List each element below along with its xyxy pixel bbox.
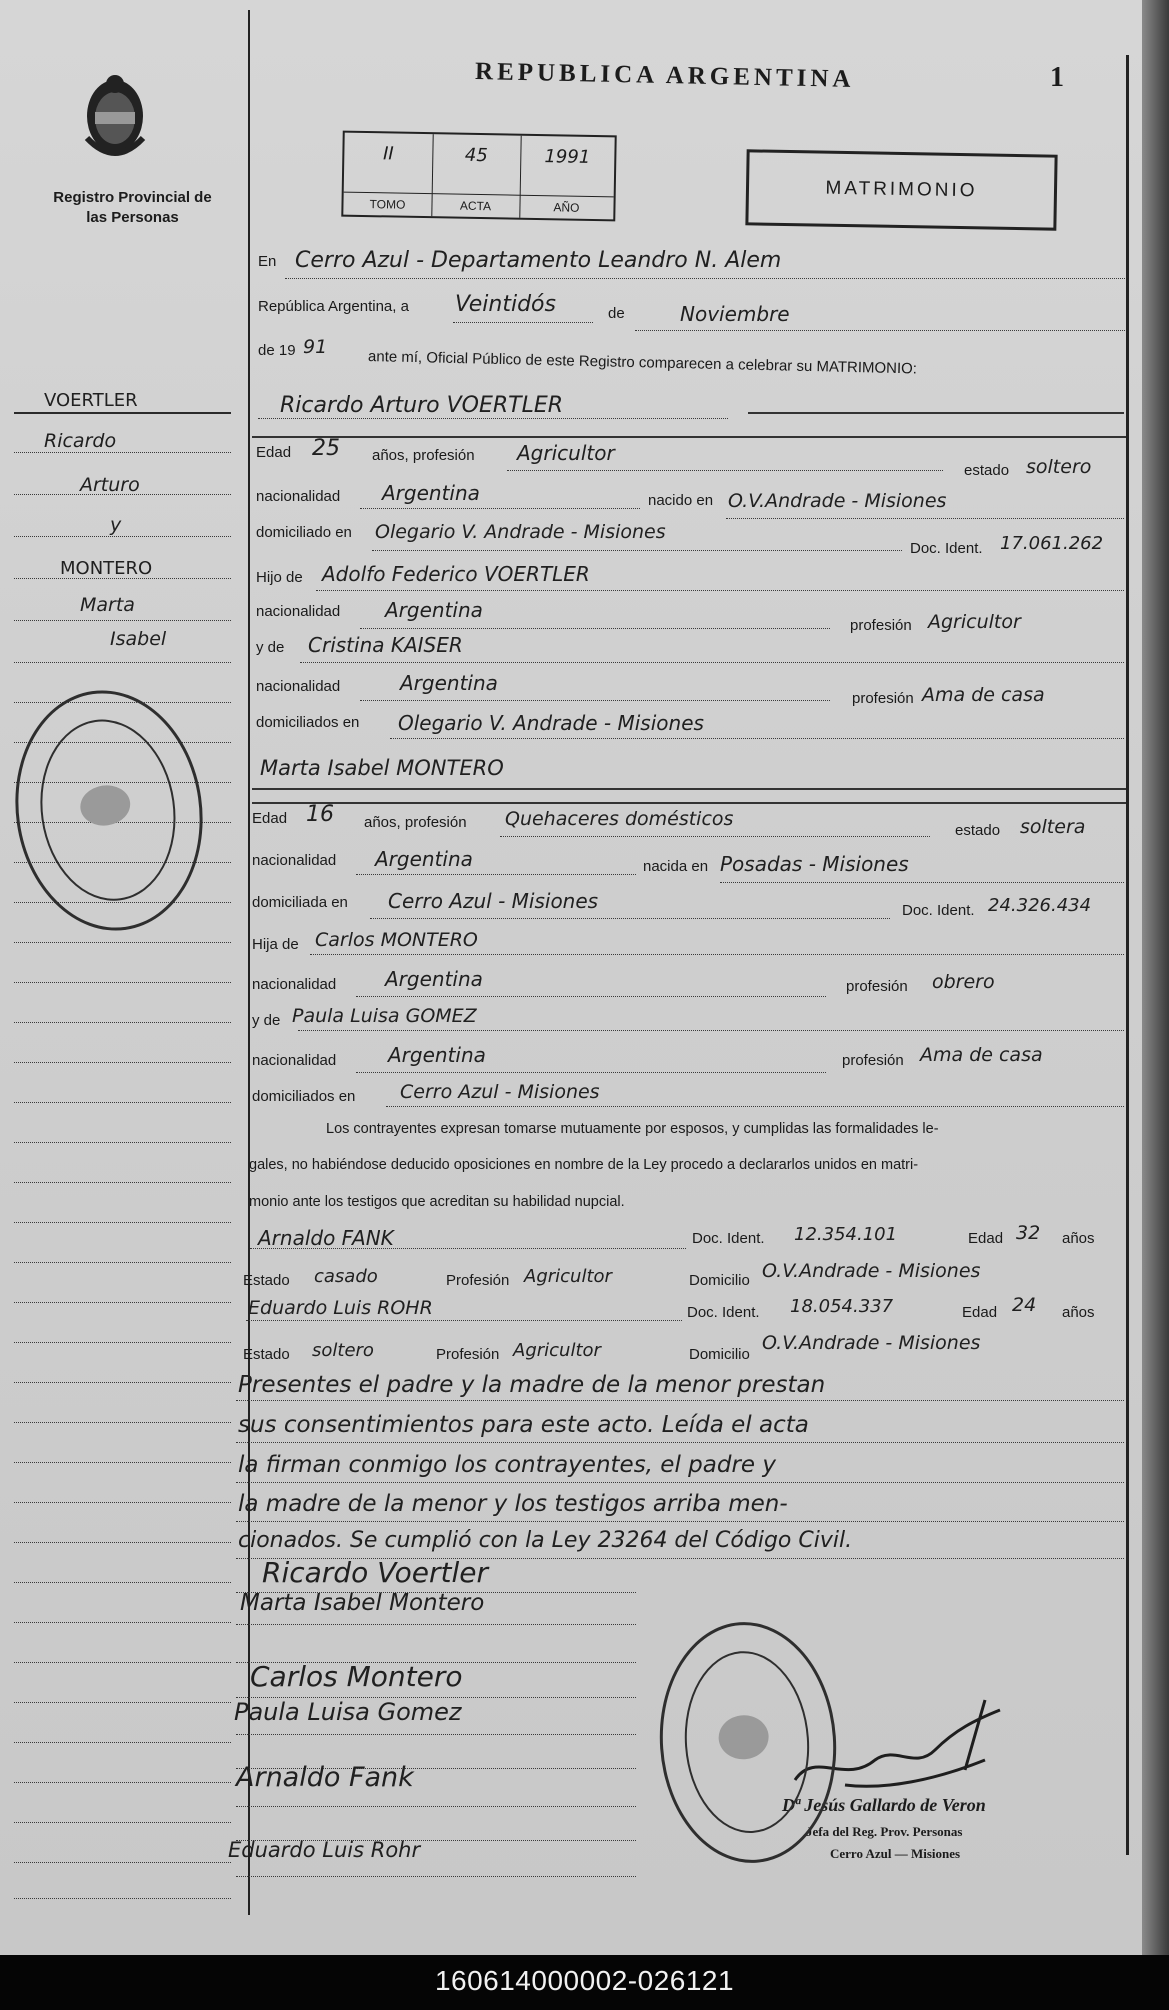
bride-nationality: Argentina bbox=[375, 847, 473, 871]
signature-bride-father: Carlos Montero bbox=[250, 1660, 463, 1693]
bride-profession-line bbox=[500, 836, 930, 837]
declaration-line-3: monio ante los testigos que acreditan su habilidad nupcial. bbox=[249, 1194, 625, 1210]
bride-father-prof-label: profesión bbox=[846, 978, 908, 995]
tomo-value: II bbox=[382, 143, 394, 165]
margin-surname: VOERTLER bbox=[44, 390, 138, 411]
ano-label: AÑO bbox=[519, 195, 613, 220]
bride-mother-nat-line bbox=[356, 1072, 826, 1073]
witness-2-doc: 18.054.337 bbox=[790, 1296, 894, 1317]
margin-line-4: MONTERO bbox=[60, 558, 153, 579]
note-line-5: cionados. Se cumplió con la Ley 23264 del Código Civil. bbox=[238, 1528, 853, 1553]
witness-2-profession: Agricultor bbox=[513, 1340, 601, 1361]
bride-profession: Quehaceres domésticos bbox=[505, 808, 734, 830]
witness-1-domicilio-label: Domicilio bbox=[689, 1272, 750, 1289]
note-line-1: Presentes el padre y la madre de la menor prestan bbox=[238, 1372, 826, 1398]
signature-bride-mother: Paula Luisa Gomez bbox=[234, 1698, 462, 1726]
acta-value: 45 bbox=[464, 144, 488, 167]
signature-bride: Marta Isabel Montero bbox=[240, 1590, 485, 1616]
margin-rule-line bbox=[14, 1662, 231, 1663]
bride-birthplace-line bbox=[720, 882, 1124, 883]
groom-nacionalidad-label: nacionalidad bbox=[256, 488, 341, 505]
note-line-4: la madre de la menor y los testigos arriba men- bbox=[238, 1491, 788, 1517]
witness-1-profesion-label: Profesión bbox=[446, 1272, 510, 1289]
margin-rule-line bbox=[14, 1422, 231, 1423]
margin-rule-line bbox=[14, 1062, 231, 1063]
month-value: Noviembre bbox=[680, 302, 790, 326]
groom-profession-line bbox=[507, 470, 943, 471]
groom-father-prof-label: profesión bbox=[850, 617, 912, 634]
witness-1-doc-label: Doc. Ident. bbox=[692, 1230, 765, 1247]
groom-name: Ricardo Arturo VOERTLER bbox=[280, 393, 564, 418]
groom-parents-address: Olegario V. Andrade - Misiones bbox=[398, 711, 704, 735]
bride-father-nat-line bbox=[356, 996, 826, 997]
document-type-box: MATRIMONIO bbox=[745, 149, 1057, 230]
bride-doc-label: Doc. Ident. bbox=[902, 902, 975, 919]
bride-edad-label: Edad bbox=[252, 810, 288, 827]
bride-father-nationality: Argentina bbox=[385, 967, 483, 991]
margin-rule-line bbox=[14, 1022, 231, 1023]
groom-name-line bbox=[258, 418, 728, 419]
groom-mother: Cristina KAISER bbox=[308, 633, 463, 657]
groom-age: 25 bbox=[312, 436, 340, 461]
bride-address: Cerro Azul - Misiones bbox=[388, 889, 599, 913]
groom-parents-dom-label: domiciliados en bbox=[256, 714, 360, 731]
year-suffix: 91 bbox=[303, 336, 328, 358]
reference-box bbox=[341, 131, 616, 222]
margin-rule-line bbox=[14, 1222, 231, 1223]
note-rule-3 bbox=[236, 1482, 1124, 1483]
bride-mother-nat-label: nacionalidad bbox=[252, 1052, 337, 1069]
margin-rule-line bbox=[14, 1182, 231, 1183]
margin-rule-line bbox=[14, 620, 231, 621]
witness-1-age: 32 bbox=[1016, 1222, 1041, 1244]
witness-2-profesion-label: Profesión bbox=[436, 1346, 500, 1363]
official-seal-stamp-left bbox=[0, 678, 218, 943]
margin-rule-line bbox=[14, 1862, 231, 1863]
margin-rule-line bbox=[14, 452, 231, 453]
note-rule-4 bbox=[236, 1521, 1124, 1522]
groom-civil-status: soltero bbox=[1026, 456, 1092, 478]
signature-line-5 bbox=[236, 1734, 636, 1735]
witness-2-anos-label: años bbox=[1062, 1304, 1095, 1321]
margin-rule-line bbox=[14, 536, 231, 537]
witness-1-doc: 12.354.101 bbox=[794, 1224, 898, 1245]
note-rule-1 bbox=[236, 1400, 1124, 1401]
groom-father-nat-label: nacionalidad bbox=[256, 603, 341, 620]
acta-cell bbox=[431, 134, 521, 218]
declaration-line-1: Los contrayentes expresan tomarse mutuamente por esposos, y cumplidas las formalidades le- bbox=[326, 1121, 939, 1137]
coat-of-arms-icon bbox=[82, 68, 148, 168]
page-number: 1 bbox=[1050, 62, 1064, 93]
margin-rule-line bbox=[14, 1622, 231, 1623]
bride-parents-dom-label: domiciliados en bbox=[252, 1088, 356, 1105]
groom-mother-nat-label: nacionalidad bbox=[256, 678, 341, 695]
margin-rule-line bbox=[14, 1822, 231, 1823]
margin-line-5: Marta bbox=[80, 594, 135, 616]
month-line bbox=[635, 330, 1125, 331]
signature-line-9 bbox=[236, 1876, 636, 1877]
bride-section-rule bbox=[252, 802, 1126, 804]
bride-parents-address-line bbox=[386, 1106, 1124, 1107]
witness-2-civil-status: soltero bbox=[312, 1340, 374, 1361]
witness-2-estado-label: Estado bbox=[243, 1346, 290, 1363]
bride-civil-status: soltera bbox=[1020, 816, 1086, 838]
groom-nationality: Argentina bbox=[382, 481, 480, 505]
witness-1-anos-label: años bbox=[1062, 1230, 1095, 1247]
signature-witness-2: Eduardo Luis Rohr bbox=[228, 1838, 421, 1862]
groom-section-rule bbox=[252, 436, 1126, 438]
margin-rule-line bbox=[14, 1782, 231, 1783]
margin-rule-line bbox=[14, 1462, 231, 1463]
republica-label: República Argentina, a bbox=[258, 298, 409, 315]
footer-document-code: 160614000002-026121 bbox=[434, 1965, 735, 1996]
groom-profession: Agricultor bbox=[517, 441, 615, 465]
groom-doc: 17.061.262 bbox=[1000, 533, 1104, 554]
bride-father: Carlos MONTERO bbox=[315, 929, 478, 951]
signature-groom: Ricardo Voertler bbox=[262, 1556, 488, 1589]
right-border bbox=[1126, 55, 1129, 1855]
margin-rule-line bbox=[14, 1342, 231, 1343]
margin-rule-line bbox=[14, 1542, 231, 1543]
margin-rule-line bbox=[14, 412, 231, 414]
groom-nationality-line bbox=[360, 508, 640, 509]
witness-2-address: O.V.Andrade - Misiones bbox=[762, 1332, 981, 1354]
en-label: En bbox=[258, 253, 277, 270]
witness-2-age: 24 bbox=[1012, 1294, 1037, 1316]
registry-label: Registro Provincial de las Personas bbox=[53, 189, 212, 226]
signature-line-2 bbox=[236, 1624, 636, 1625]
groom-domicilio-label: domiciliado en bbox=[256, 524, 352, 541]
margin-line-3: y bbox=[110, 514, 122, 536]
witness-1-profession: Agricultor bbox=[524, 1266, 612, 1287]
witness-2-name: Eduardo Luis ROHR bbox=[248, 1297, 433, 1319]
acta-label: ACTA bbox=[431, 193, 519, 218]
groom-mother-nationality: Argentina bbox=[400, 671, 498, 695]
groom-anos-label: años, profesión bbox=[372, 447, 475, 464]
bride-doc: 24.326.434 bbox=[988, 895, 1092, 916]
margin-rule-line bbox=[14, 662, 231, 663]
bride-mother: Paula Luisa GOMEZ bbox=[292, 1005, 477, 1027]
margin-rule-line bbox=[14, 1302, 231, 1303]
groom-father-profession: Agricultor bbox=[928, 611, 1021, 633]
bride-nacida-label: nacida en bbox=[643, 858, 709, 875]
place-value: Cerro Azul - Departamento Leandro N. Alem bbox=[295, 248, 782, 273]
groom-mother-line bbox=[300, 662, 1124, 663]
groom-nacido-label: nacido en bbox=[648, 492, 714, 509]
groom-father-nationality: Argentina bbox=[385, 598, 483, 622]
tomo-label: TOMO bbox=[343, 192, 431, 217]
witness-2-name-line bbox=[246, 1320, 682, 1321]
groom-yde-label: y de bbox=[256, 639, 285, 656]
margin-rule-line bbox=[14, 982, 231, 983]
margin-rule-line bbox=[14, 1702, 231, 1703]
witness-2-doc-label: Doc. Ident. bbox=[687, 1304, 760, 1321]
witness-2-edad-label: Edad bbox=[962, 1304, 998, 1321]
groom-mother-nat-line bbox=[360, 700, 830, 701]
bride-mother-prof-label: profesión bbox=[842, 1052, 904, 1069]
bride-father-line bbox=[310, 954, 1124, 955]
groom-doc-label: Doc. Ident. bbox=[910, 540, 983, 557]
signature-line-7 bbox=[236, 1806, 636, 1807]
day-value: Veintidós bbox=[455, 292, 556, 317]
groom-father-nat-line bbox=[360, 628, 830, 629]
groom-father-line bbox=[316, 590, 1124, 591]
day-line bbox=[453, 322, 593, 323]
place-line bbox=[285, 278, 1125, 279]
bride-name: Marta Isabel MONTERO bbox=[260, 756, 504, 780]
tomo-cell bbox=[343, 133, 433, 217]
bride-father-profession: obrero bbox=[932, 971, 995, 993]
margin-rule-line bbox=[14, 1262, 231, 1263]
de19-label: de 19 bbox=[258, 342, 296, 359]
margin-rule-line bbox=[14, 1742, 231, 1743]
bride-nationality-line bbox=[356, 874, 636, 875]
margin-rule-line bbox=[14, 1102, 231, 1103]
bride-hija-label: Hija de bbox=[252, 936, 299, 953]
declaration-line-2: gales, no habiéndose deducido oposiciones en nombre de la Ley procedo a declararlos unidos en matri- bbox=[249, 1157, 919, 1173]
witness-1-edad-label: Edad bbox=[968, 1230, 1004, 1247]
margin-rule-line bbox=[14, 1898, 231, 1899]
witness-1-name-line bbox=[250, 1248, 686, 1249]
margin-rule-line bbox=[14, 1382, 231, 1383]
groom-mother-prof-label: profesión bbox=[852, 690, 914, 707]
groom-name-rule bbox=[748, 412, 1124, 414]
signature-witness-1: Arnaldo Fank bbox=[236, 1762, 414, 1793]
de-label: de bbox=[608, 305, 625, 322]
official-name: Dª Jesús Gallardo de Veron bbox=[782, 1795, 986, 1815]
groom-edad-label: Edad bbox=[256, 444, 292, 461]
page-edge-shadow bbox=[1142, 0, 1169, 1955]
bride-parents-address: Cerro Azul - Misiones bbox=[400, 1081, 600, 1103]
margin-rule-line bbox=[14, 1582, 231, 1583]
bride-mother-line bbox=[298, 1030, 1124, 1031]
official-place: Cerro Azul — Misiones bbox=[830, 1846, 961, 1861]
bride-yde-label: y de bbox=[252, 1012, 281, 1029]
witness-1-estado-label: Estado bbox=[243, 1272, 290, 1289]
note-line-3: la firman conmigo los contrayentes, el padre y bbox=[238, 1452, 776, 1478]
bride-estado-label: estado bbox=[955, 822, 1001, 839]
official-title: Jefa del Reg. Prov. Personas bbox=[806, 1824, 963, 1839]
bride-birthplace: Posadas - Misiones bbox=[720, 852, 909, 876]
bride-mother-nationality: Argentina bbox=[388, 1043, 486, 1067]
margin-line-2: Arturo bbox=[80, 474, 140, 496]
margin-rule-line bbox=[14, 942, 231, 943]
groom-address: Olegario V. Andrade - Misiones bbox=[375, 521, 666, 543]
bride-name-rule bbox=[252, 788, 1126, 790]
ano-cell bbox=[519, 136, 614, 220]
witness-1-name: Arnaldo FANK bbox=[258, 1226, 394, 1250]
witness-2-domicilio-label: Domicilio bbox=[689, 1346, 750, 1363]
witness-1-civil-status: casado bbox=[314, 1266, 378, 1287]
witness-1-address: O.V.Andrade - Misiones bbox=[762, 1260, 981, 1282]
ano-value: 1991 bbox=[544, 146, 591, 168]
bride-father-nat-label: nacionalidad bbox=[252, 976, 337, 993]
note-rule-2 bbox=[236, 1442, 1124, 1443]
groom-address-line bbox=[372, 550, 902, 551]
bride-domicilio-label: domiciliada en bbox=[252, 894, 348, 911]
bride-anos-label: años, profesión bbox=[364, 814, 467, 831]
bride-mother-profession: Ama de casa bbox=[920, 1044, 1043, 1066]
margin-rule-line bbox=[14, 1142, 231, 1143]
bride-age: 16 bbox=[306, 802, 334, 827]
margin-line-1: Ricardo bbox=[44, 430, 117, 452]
margin-rule-line bbox=[14, 1502, 231, 1503]
margin-divider bbox=[248, 10, 250, 1915]
bride-address-line bbox=[370, 918, 890, 919]
groom-parents-address-line bbox=[390, 738, 1124, 739]
margin-line-6: Isabel bbox=[110, 628, 167, 650]
groom-father: Adolfo Federico VOERTLER bbox=[322, 562, 590, 586]
note-line-2: sus consentimientos para este acto. Leída el acta bbox=[238, 1412, 809, 1438]
bride-nacionalidad-label: nacionalidad bbox=[252, 852, 337, 869]
groom-birthplace: O.V.Andrade - Misiones bbox=[728, 490, 947, 512]
country-title: REPUBLICA ARGENTINA bbox=[474, 58, 855, 93]
groom-birthplace-line bbox=[726, 518, 1124, 519]
groom-estado-label: estado bbox=[964, 462, 1010, 479]
groom-hijo-label: Hijo de bbox=[256, 569, 303, 586]
statement: ante mí, Oficial Público de este Registro comparecen a celebrar su MATRIMONIO: bbox=[367, 348, 918, 378]
groom-mother-profession: Ama de casa bbox=[922, 684, 1045, 706]
